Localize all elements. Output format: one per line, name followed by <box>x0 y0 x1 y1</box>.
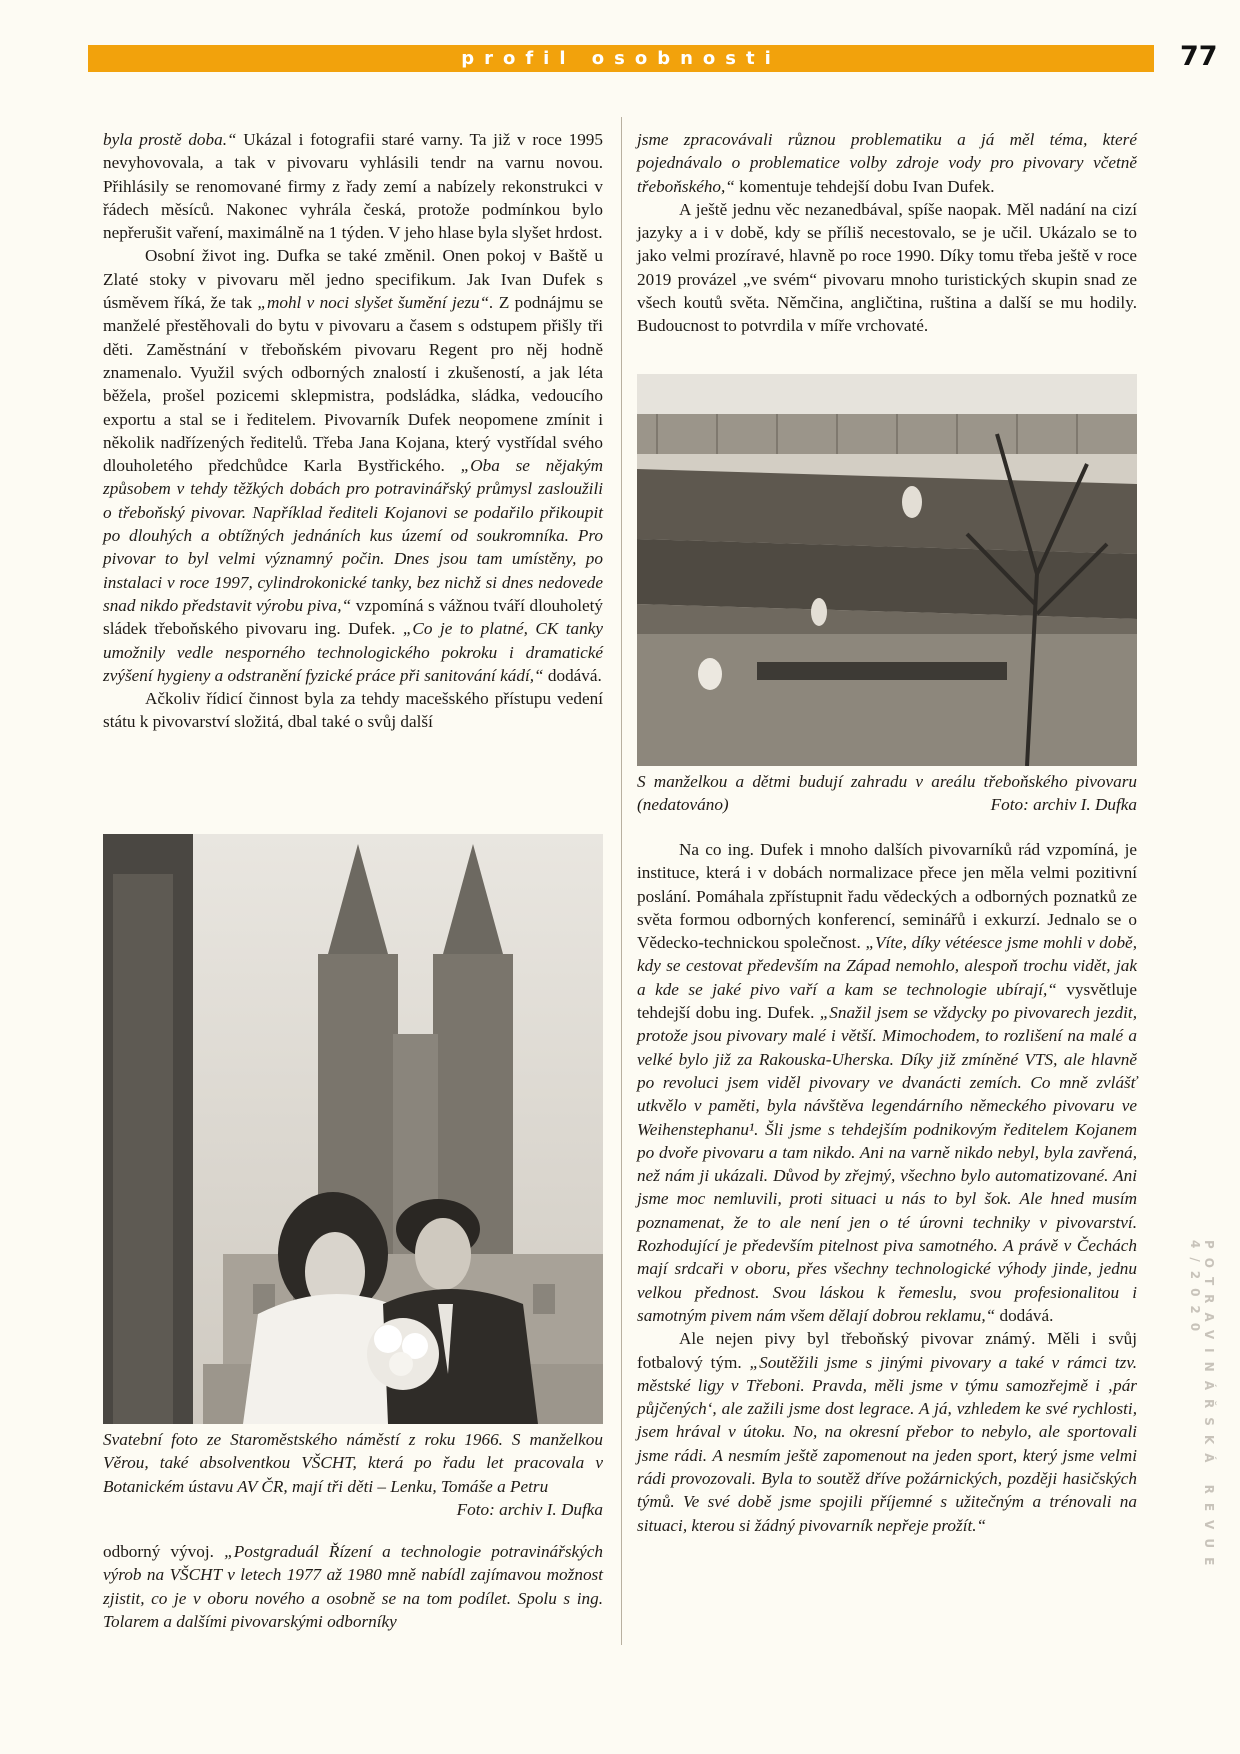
quoted-text: „Snažil jsem se vždycky po pivovarech jezdit, protože jsou pivovary malé i větší. Mimochodem, to rozlišení na malé a velké bylo již za Rakouska-Uherska. Díky již zmíněné VTS, ale hlavně po revoluci jsem viděl pivovary ve dvanácti zemích. Co mně zvlášť utkvělo v paměti, byla návštěva legendárního německého pivovaru ve Weihenstephanu¹. Šli jsme s tehdejším podnikovým ředitelem Kojanem po dvoře pivovaru a tam nikdo. Ani na varně nikdo nebyl, byla zavřená, než nám ji ukázali. Důvod by zřejmý, všechno bylo automatizované. Ani jsme moc nemluvili, proti situaci u nás to byl šok. Ale hned musím poznamenat, že to ale není jen o té úrovni techniky v pivovarství. Rozhodující je především pitelnost piva samotného. A právě v Čechách mají srdcaři v oboru, přes všechny technologické výhody jinde, jednu velkou přednost. Svou láskou k řemeslu, svou profesionalitou i samotným pivem nám všem dělají dobrou reklamu,“ <box>637 1003 1138 1325</box>
body-text: odborný vývoj. <box>103 1542 225 1561</box>
body-text: Osobní život ing. Dufka se také změnil. Onen pokoj v Baště u Zlaté stoky v pivovaru měl jedno specifikum. Jak Ivan Dufek s úsměvem říká, že tak <box>103 246 603 313</box>
body-paragraph <box>103 1540 603 1633</box>
body-paragraph <box>637 1327 1137 1537</box>
quoted-text: „Soutěžili jsme s jinými pivovary a také v rámci tzv. městské ligy v Třeboni. Pravda, měli jsme v týmu samozřejmě i ‚pár půjčených‘, ale zažili jsme dost legrace. A já, vzhledem ke své rychlosti, jsem hrával v útoku. No, na okresní přebor to nebylo, ale sportovali jsme rádi. A nesmím ještě zapomenout na jeden sport, který jsme velmi rádi provozovali. Byla to soutěž dříve požárnických, později hasičských týmů. Ve své době jsme spojili příjemné s užitečným a trénovali na situaci, kterou si žádný pivovarník nepřeje prožít.“ <box>637 1352 1137 1535</box>
wedding-caption-text: Svatební foto ze Staroměstského náměstí z roku 1966. S manželkou Věrou, také absolventkou VŠCHT, která po řadu let pracovala v Botanickém ústavu AV ČR, mají tři děti – Lenku, Tomáše a Petru <box>103 1430 603 1496</box>
body-text: komentuje tehdejší dobu Ivan Dufek. <box>734 176 995 196</box>
wedding-photo <box>103 834 603 1424</box>
quoted-text: jsme zpracovávali různou problematiku a já měl téma, které pojednávalo o problematice volby zdroje vody pro pivovary včetně třeboňského,“ <box>637 130 1137 196</box>
body-text: A ještě jednu věc nezanedbával, spíše naopak. Měl nadání na cizí jazyky a i v době, kdy se příliš necestovalo, se je učil. Ukázalo se to jako velmi prozíravé, hlavně po roce 1990. Díky tomu třeba ještě v roce 2019 provázel „ve svém“ pivovaru mnoho turistických skupin snad ze všech koutů světa. Němčina, angličtina, ruština a další se mu hodily. Budoucnost to potvrdila v míře vrchovaté. <box>637 199 1137 336</box>
body-text: Ale nejen pivy byl třeboňský pivovar známý. Měli i svůj fotbalový tým. <box>637 1329 1137 1372</box>
body-paragraph <box>103 128 603 244</box>
quoted-text: „Postgraduál Řízení a technologie potravinářských výrob na VŠCHT v letech 1977 až 1980 mně nabídl zajímavou možnost zjistit, co je v oboru nového a osobně se na tom podílet. Spolu s ing. Tolarem a dalšími pivovarskými odborníky <box>103 1542 604 1631</box>
wedding-photo-caption <box>103 1428 603 1521</box>
quoted-text: „mohl v noci slyšet šumění jezu“. <box>257 293 494 313</box>
body-paragraph <box>103 687 603 734</box>
body-text: vzpomíná s vážnou tváří dlouholetý sládek třeboňského pivovaru ing. Dufek. <box>103 595 603 639</box>
body-paragraph <box>637 198 1137 338</box>
left-column-text-top <box>103 128 603 734</box>
left-column-text-bottom <box>103 1540 603 1633</box>
body-text: vysvětluje tehdejší dobu ing. Dufek. <box>637 979 1137 1023</box>
body-text: dodává. <box>543 665 602 685</box>
page-number: 77 <box>1180 41 1218 72</box>
body-paragraph <box>637 838 1137 1327</box>
right-column-text-top <box>637 128 1137 338</box>
garden-photo <box>637 374 1137 766</box>
wedding-photo-credit: Foto: archiv I. Dufka <box>456 1499 603 1519</box>
quoted-text: „Oba se nějakým způsobem v tehdy těžkých dobách pro potravinářský průmysl zasloužili o třeboňský pivovar. Například řediteli Kojanovi se podařilo přikoupit po dlouhých a obtížných jednáních kus území od soukromníka. Pro pivovar to byl velmi významný počin. Dnes jsou tam umístěny, po instalaci v roce 1997, cylindrokonické tanky, bez nichž si dnes nedovede snad nikdo představit výrobu piva,“ <box>103 456 603 615</box>
garden-photo-credit: Foto: archiv I. Dufka <box>990 795 1137 815</box>
right-column-text-bottom <box>637 838 1137 1537</box>
body-text: Ačkoliv řídicí činnost byla za tehdy macešského přístupu vedení státu k pivovarství složitá, dbal také o svůj další <box>103 689 603 732</box>
section-header-bar <box>88 45 1154 72</box>
quoted-text: byla prostě doba.“ <box>103 130 237 149</box>
magazine-side-label: POTRAVINÁŘSKÁ REVUE 4/2020 <box>1188 1240 1216 1575</box>
body-text: Ukázal i fotografii staré varny. Ta již v roce 1995 nevyhovovala, a tak v pivovaru vyhlásili tendr na varnu novou. Přihlásily se renomované firmy z řady zemí a nabízely rekonstrukci v řádech měsíců. Nakonec vyhrála česká, protože podmínkou bylo nepřerušit vaření, maximálně na 1 týden. V jeho hlase byla slyšet hrdost. <box>103 130 603 243</box>
body-text: Na co ing. Dufek i mnoho dalších pivovarníků rád vzpomíná, je instituce, která i v dobách normalizace přece jen měla velmi pozitivní poslání. Pomáhala zpřístupnit řadu vědeckých a odborných poznatků ze světa formou odborných konferencí, seminářů i exkurzí. Jednalo se o Vědecko-technickou společnost. <box>637 840 1137 953</box>
quoted-text: „Co je to platné, CK tanky umožnily vedle nesporného technologického pokroku i dramatické zvýšení hygieny a odstranění fyzické práce při sanitování kádí,“ <box>103 619 603 685</box>
body-text: Z podnájmu se manželé přestěhovali do bytu v pivovaru a časem s odstupem přišly tři děti. Zaměstnání v třeboňském pivovaru Regent pro něj hodně znamenalo. Využil svých odborných znalostí i zkušeností, a jak léta běžela, prošel pozicemi sklepmistra, podsládka, sládka, vedoucího exportu a stal se i ředitelem. Pivovarník Dufek neopomene zmínit i několik nadřízených ředitelů. Třeba Jana Kojana, který vystřídal svého dlouholetého předchůdce Karla Bystřického. <box>103 293 603 476</box>
body-paragraph <box>637 128 1137 198</box>
section-title: profil osobnosti <box>461 48 781 69</box>
garden-photo-caption <box>637 770 1137 817</box>
column-divider <box>621 117 622 1645</box>
body-paragraph <box>103 244 603 687</box>
garden-caption-text: S manželkou a dětmi budují zahradu v areálu třeboňského pivovaru (nedatováno) <box>637 772 1137 815</box>
body-text: dodává. <box>995 1305 1054 1325</box>
quoted-text: „Víte, díky vétéesce jsme mohli v době, kdy se cestovat především na Západ nemohlo, alespoň trochu vidět, jak a kde se jaké pivo vaří a kam se technologie ubírají,“ <box>637 933 1137 999</box>
